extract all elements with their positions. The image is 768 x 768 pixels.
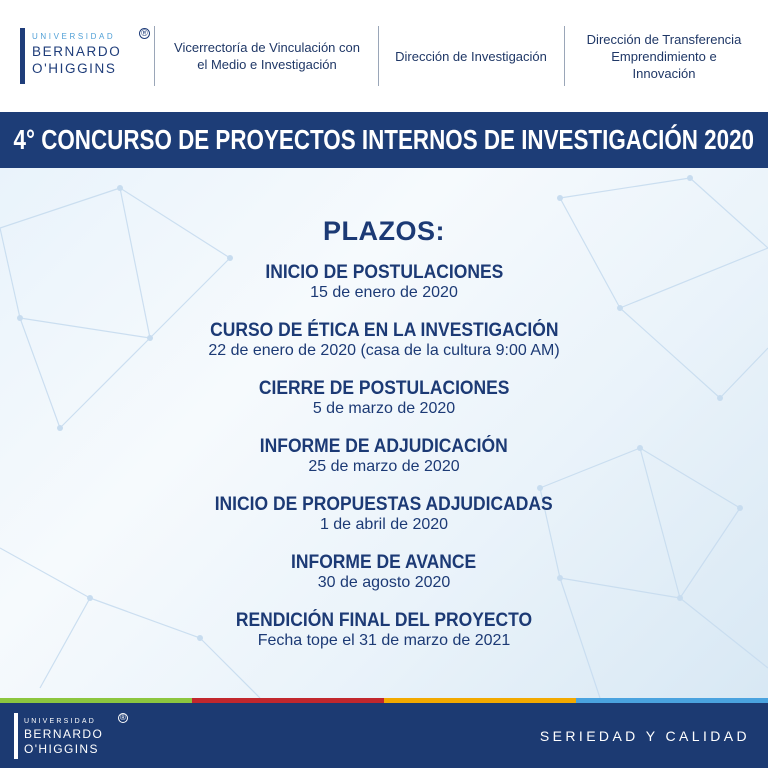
logo-name-line2: O'HIGGINS [32,61,117,76]
deadline-title: INICIO DE POSTULACIONES [265,262,503,283]
deadline-list [0,262,768,668]
logo-name [24,727,103,757]
registered-mark-icon: ® [118,713,128,723]
slogan: SERIEDAD Y CALIDAD [539,727,750,744]
deadline-date: 1 de abril de 2020 [319,516,449,533]
deadline-date: 30 de agosto 2020 [317,574,451,591]
header-section-vicerrectoria [158,0,376,112]
deadline-title: RENDICIÓN FINAL DEL PROYECTO [235,610,533,631]
deadline-date: Fecha tope el 31 de marzo de 2021 [257,632,511,649]
deadline-item [0,378,768,436]
deadline-title: CURSO DE ÉTICA EN LA INVESTIGACIÓN [209,320,559,341]
university-logo [20,28,152,84]
registered-mark-icon: ® [139,28,150,39]
plazos-heading: PLAZOS: [323,216,445,246]
title-band [0,112,768,168]
header-section-line: Innovación [632,65,696,81]
header-divider [154,26,155,86]
header-divider [378,26,379,86]
logo-name [32,43,121,77]
deadline-title: INFORME DE ADJUDICACIÓN [260,436,508,457]
page-title: 4° CONCURSO DE PROYECTOS INTERNOS DE INVESTIGACIÓN 2020 [13,124,755,155]
footer [0,703,768,768]
logo-bar [14,713,18,759]
deadline-item [0,494,768,552]
logo-bar [20,28,25,84]
header-section-transferencia [566,0,762,112]
header-section-line: Dirección de Investigación [395,48,547,64]
deadline-item [0,552,768,610]
header-section-line: Dirección de Transferencia [586,31,742,47]
deadline-date: 5 de marzo de 2020 [312,400,456,417]
header-section-investigacion [380,0,562,112]
header [0,0,768,112]
header-section-line: el Medio e Investigación [197,57,337,72]
header-section-line: Vicerrectoría de Vinculación con [174,40,360,55]
logo-name-line1: BERNARDO [24,727,104,741]
logo-university-label: UNIVERSIDAD [24,718,97,725]
deadline-item [0,610,768,668]
deadline-title: INFORME DE AVANCE [291,552,477,573]
deadline-title: INICIO DE PROPUESTAS ADJUDICADAS [215,494,553,515]
header-divider [564,26,565,86]
header-section-line: Emprendimiento e [611,48,717,64]
logo-name-line1: BERNARDO [32,44,122,59]
footer-university-logo [14,713,134,761]
deadline-date: 25 de marzo de 2020 [308,458,460,475]
deadline-item [0,320,768,378]
deadline-item [0,436,768,494]
deadline-date: 15 de enero de 2020 [310,284,458,301]
deadline-item [0,262,768,320]
logo-university-label: UNIVERSIDAD [32,32,116,41]
deadline-title: CIERRE DE POSTULACIONES [258,378,510,399]
main-content [0,168,768,698]
logo-name-line2: O'HIGGINS [24,742,99,756]
deadline-date: 22 de enero de 2020 (casa de la cultura 9:00 AM) [208,342,560,359]
